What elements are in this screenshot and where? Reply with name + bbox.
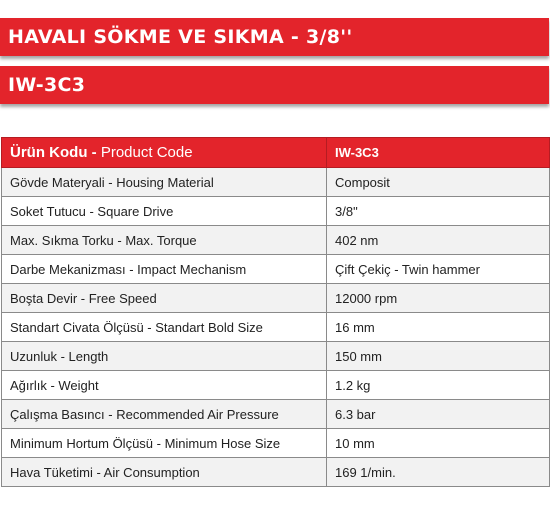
table-row: [2, 197, 550, 226]
row-value: Çift Çekiç - Twin hammer: [327, 255, 550, 284]
row-label: Max. Sıkma Torku - Max. Torque: [2, 226, 327, 255]
table-row: [2, 255, 550, 284]
table-row: [2, 226, 550, 255]
product-title: HAVALI SÖKME VE SIKMA - 3/8'': [8, 26, 353, 48]
row-value: 10 mm: [327, 429, 550, 458]
row-label: Ağırlık - Weight: [2, 371, 327, 400]
row-label: Gövde Materyali - Housing Material: [2, 168, 327, 197]
row-label: Minimum Hortum Ölçüsü - Minimum Hose Size: [2, 429, 327, 458]
row-value: 3/8": [327, 197, 550, 226]
table-row: [2, 168, 550, 197]
table-row: [2, 342, 550, 371]
row-label: Boşta Devir - Free Speed: [2, 284, 327, 313]
header-value-cell: IW-3C3: [327, 138, 550, 168]
table-header-row: [2, 138, 550, 168]
row-value: 150 mm: [327, 342, 550, 371]
product-code-banner: [0, 66, 549, 104]
product-code: IW-3C3: [8, 74, 86, 96]
header-label-cell: [2, 138, 327, 168]
row-label: Darbe Mekanizması - Impact Mechanism: [2, 255, 327, 284]
row-value: 169 1/min.: [327, 458, 550, 487]
header-label-en: Product Code: [100, 144, 193, 161]
row-value: Composit: [327, 168, 550, 197]
row-value: 16 mm: [327, 313, 550, 342]
table-row: [2, 458, 550, 487]
row-value: 12000 rpm: [327, 284, 550, 313]
table-row: [2, 400, 550, 429]
row-label: Soket Tutucu - Square Drive: [2, 197, 327, 226]
table-row: [2, 313, 550, 342]
row-label: Standart Civata Ölçüsü - Standart Bold Size: [2, 313, 327, 342]
product-title-banner: [0, 18, 549, 56]
table-row: [2, 284, 550, 313]
row-label: Çalışma Basıncı - Recommended Air Pressure: [2, 400, 327, 429]
row-value: 1.2 kg: [327, 371, 550, 400]
header-label-tr: Ürün Kodu -: [10, 144, 101, 161]
row-label: Uzunluk - Length: [2, 342, 327, 371]
row-value: 402 nm: [327, 226, 550, 255]
row-value: 6.3 bar: [327, 400, 550, 429]
table-row: [2, 429, 550, 458]
table-row: [2, 371, 550, 400]
spec-table: [1, 137, 550, 487]
row-label: Hava Tüketimi - Air Consumption: [2, 458, 327, 487]
